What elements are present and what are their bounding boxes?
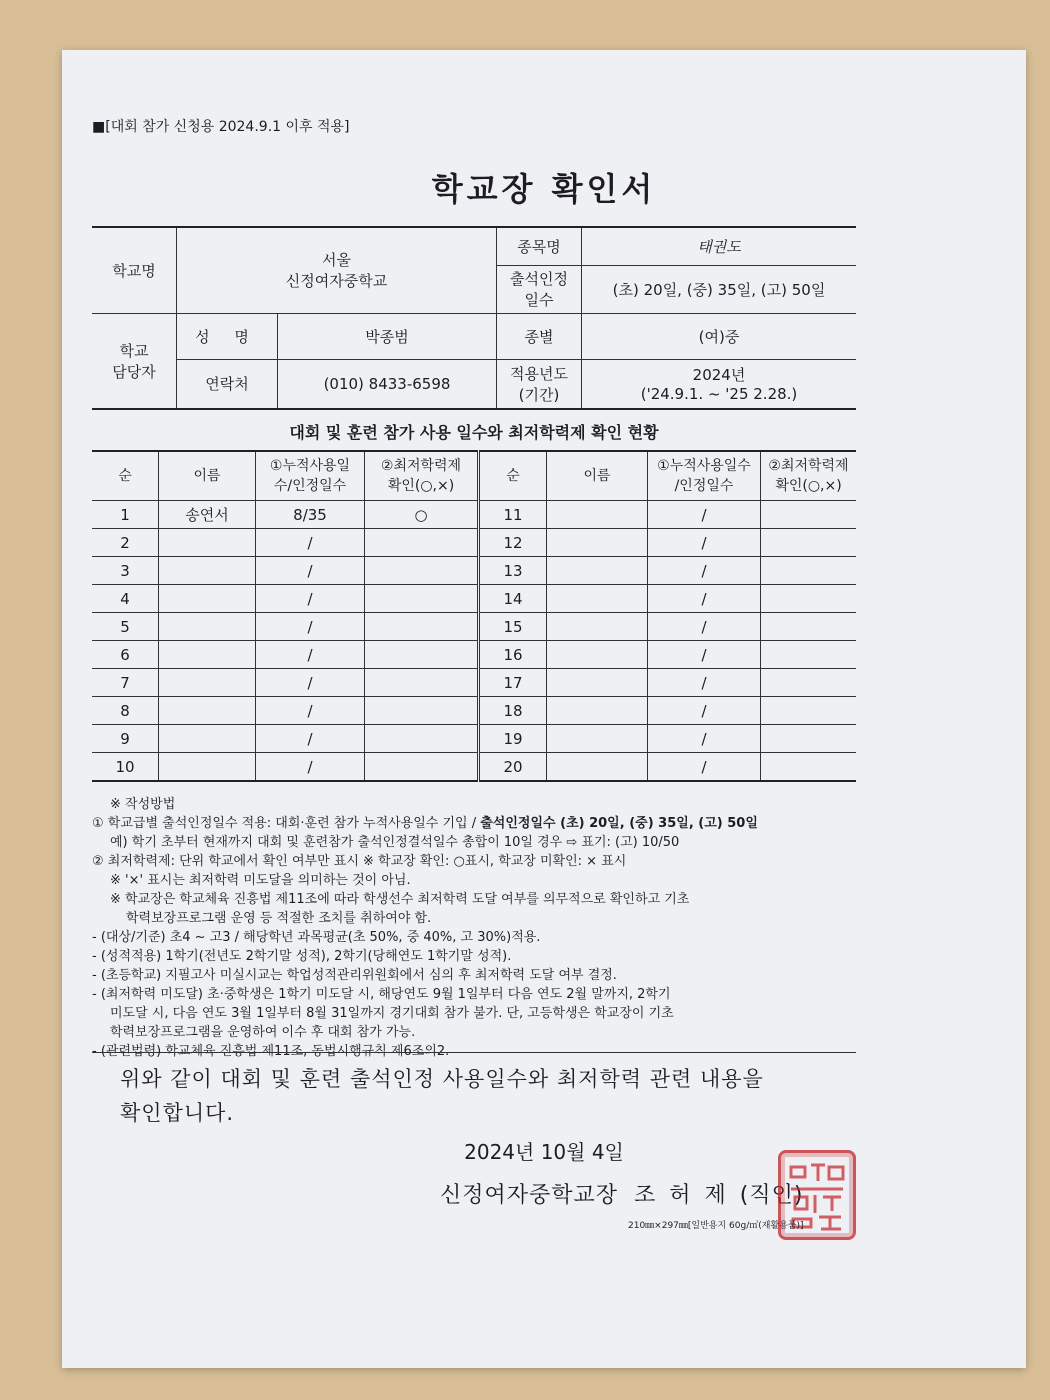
days-used: / — [256, 613, 365, 641]
student-name — [547, 557, 648, 585]
attend-days-label — [497, 265, 582, 313]
signer-title: 신정여자중학교장 — [440, 1183, 619, 1208]
issue-date: 2024년 10월 4일 — [464, 1140, 624, 1164]
note-7: - (초등학교) 지필고사 미실시교는 학업성적관리위원회에서 심의 후 최저학력 도달 여부 결정. — [92, 968, 617, 983]
row-number: 14 — [479, 585, 547, 613]
academic-check — [365, 753, 479, 782]
note-4: ※ 학교장은 학교체육 진흥법 제11조에 따라 학생선수 최저학력 도달 여부를 의무적으로 확인하고 기초 — [110, 892, 690, 907]
person-name-value: 박종범 — [278, 313, 497, 359]
academic-check — [761, 585, 857, 613]
type-label: 종별 — [497, 313, 582, 359]
attend-days-value: (초) 20일, (중) 35일, (고) 50일 — [582, 265, 857, 313]
days-used: / — [256, 697, 365, 725]
divider-line — [92, 1052, 856, 1053]
student-name — [159, 669, 256, 697]
days-used: / — [648, 613, 761, 641]
days-used: / — [256, 585, 365, 613]
student-name — [159, 585, 256, 613]
note-8: - (최저학력 미도달) 초·중학생은 1학기 미도달 시, 해당연도 9월 1일부터 다음 연도 2월 말까지, 2학기 — [92, 987, 671, 1002]
header-academic-right — [761, 451, 857, 501]
roster-row — [92, 753, 856, 782]
academic-check — [365, 613, 479, 641]
year-value-2: ('24.9.1. ~ '25 2.28.) — [640, 385, 798, 404]
note-1 — [92, 814, 856, 833]
student-name — [159, 725, 256, 753]
header-days-right — [648, 451, 761, 501]
manager-label-2: 담당자 — [112, 362, 156, 381]
school-name-text: 신정여자중학교 — [285, 272, 388, 291]
year-value — [582, 359, 857, 409]
confirm-line-2: 확인합니다. — [120, 1101, 235, 1125]
academic-check — [365, 585, 479, 613]
days-used: / — [256, 557, 365, 585]
days-used: / — [648, 669, 761, 697]
header-acad-r1: ②최저학력제 — [768, 458, 849, 474]
manager-label-1: 학교 — [119, 341, 149, 360]
row-number: 15 — [479, 613, 547, 641]
roster-row — [92, 529, 856, 557]
row-number: 17 — [479, 669, 547, 697]
year-label-1: 적용년도 — [510, 364, 568, 383]
row-number: 6 — [92, 641, 159, 669]
note-8c: 학력보장프로그램을 운영하여 이수 후 대회 참가 가능. — [110, 1025, 416, 1040]
row-number: 2 — [92, 529, 159, 557]
student-name — [159, 753, 256, 782]
days-used: / — [648, 529, 761, 557]
note-8b: 미도달 시, 다음 연도 3월 1일부터 8월 31일까지 경기대회 참가 불가. 단, 고등학생은 학교장이 기초 — [110, 1006, 674, 1021]
academic-check — [365, 557, 479, 585]
student-name — [159, 613, 256, 641]
row-number: 10 — [92, 753, 159, 782]
row-number: 12 — [479, 529, 547, 557]
roster-header-row — [92, 451, 856, 501]
roster-row — [92, 613, 856, 641]
row-number: 4 — [92, 585, 159, 613]
roster-row — [92, 557, 856, 585]
header-days-r2: /인정일수 — [674, 478, 734, 494]
days-used: / — [648, 557, 761, 585]
academic-check — [761, 725, 857, 753]
note-6: - (성적적용) 1학기(전년도 2학기말 성적), 2학기(당해연도 1학기말 성적). — [92, 949, 512, 964]
school-label: 학교명 — [92, 227, 177, 313]
seal-note: (직인) — [739, 1183, 804, 1208]
note-4b: 학력보장프로그램 운영 등 적절한 조치를 취하여야 함. — [126, 911, 432, 926]
student-name — [547, 585, 648, 613]
roster-row — [92, 641, 856, 669]
student-name — [547, 669, 648, 697]
row-number: 16 — [479, 641, 547, 669]
header-acad-1: ②최저학력제 — [380, 458, 462, 474]
days-used: / — [256, 669, 365, 697]
header-days — [256, 451, 365, 501]
note-1-example: 예) 학기 초부터 현재까지 대회 및 훈련참가 출석인정결석일수 총합이 10일 경우 ⇨ 표기: (고) 10/50 — [110, 835, 680, 850]
note-9: - (관련법령) 학교체육 진흥법 제11조, 동법시행규칙 제6조의2. — [92, 1044, 450, 1059]
note-5: - (대상/기준) 초4 ~ 고3 / 해당학년 과목평균(초 50%, 중 40%, 고 30%)적용. — [92, 930, 541, 945]
row-number: 20 — [479, 753, 547, 782]
days-used: / — [256, 529, 365, 557]
row-number: 9 — [92, 725, 159, 753]
row-number: 18 — [479, 697, 547, 725]
row-number: 1 — [92, 501, 159, 529]
academic-check — [365, 669, 479, 697]
header-acad-2: 확인(○,×) — [387, 478, 455, 494]
type-value: (여)중 — [582, 313, 857, 359]
header-days-r1: ①누적사용일수 — [657, 458, 751, 474]
academic-check — [761, 697, 857, 725]
year-value-1: 2024년 — [692, 366, 746, 385]
note-1-text: ① 학교급별 출석인정일수 적용: 대회·훈련 참가 누적사용일수 기입 / — [92, 816, 481, 831]
header-days-1: ①누적사용일 — [269, 458, 351, 474]
header-seq-right: 순 — [479, 451, 547, 501]
sport-label: 종목명 — [497, 227, 582, 265]
school-info-table — [92, 226, 856, 410]
paper-spec: 210㎜×297㎜[일반용지 60g/㎡(재활용품)] — [628, 1221, 804, 1231]
year-label-2: (기간) — [518, 385, 560, 404]
roster-subtitle: 대회 및 훈련 참가 사용 일수와 최저학력제 확인 현황 — [289, 423, 659, 442]
academic-check — [365, 725, 479, 753]
roster-row — [92, 501, 856, 529]
student-name — [159, 641, 256, 669]
academic-check — [761, 753, 857, 782]
header-name-right: 이름 — [547, 451, 648, 501]
academic-check — [761, 557, 857, 585]
contact-label: 연락처 — [177, 359, 278, 409]
header-academic — [365, 451, 479, 501]
student-name: 송연서 — [159, 501, 256, 529]
days-used: / — [648, 641, 761, 669]
header-acad-r2: 확인(○,×) — [775, 478, 842, 494]
row-number: 13 — [479, 557, 547, 585]
days-used: / — [648, 725, 761, 753]
notes-heading: ※ 작성방법 — [110, 797, 176, 812]
roster-row — [92, 725, 856, 753]
row-number: 11 — [479, 501, 547, 529]
days-used: / — [648, 585, 761, 613]
academic-check — [761, 529, 857, 557]
person-name-label: 성 명 — [177, 313, 278, 359]
academic-check — [761, 613, 857, 641]
student-name — [159, 697, 256, 725]
academic-check — [761, 501, 857, 529]
document-title: 학교장 확인서 — [431, 170, 657, 208]
signature-line — [440, 1178, 803, 1209]
days-used: / — [648, 697, 761, 725]
note-2: ② 최저학력제: 단위 학교에서 확인 여부만 표시 ※ 학교장 확인: ○표시, 학교장 미확인: × 표시 — [92, 854, 627, 869]
student-name — [547, 725, 648, 753]
contact-value: (010) 8433-6598 — [278, 359, 497, 409]
sport-value: 태권도 — [582, 227, 857, 265]
academic-check: ○ — [365, 501, 479, 529]
student-name — [159, 557, 256, 585]
school-name — [177, 227, 497, 313]
roster-table — [92, 450, 856, 782]
days-used: / — [648, 501, 761, 529]
student-name — [547, 697, 648, 725]
instructions — [92, 795, 856, 1061]
row-number: 3 — [92, 557, 159, 585]
school-city: 서울 — [322, 251, 351, 270]
header-name: 이름 — [159, 451, 256, 501]
student-name — [547, 641, 648, 669]
roster-row — [92, 585, 856, 613]
form-usage-tag: ■[대회 참가 신청용 2024.9.1 이후 적용] — [92, 119, 350, 135]
confirmation-statement — [120, 1062, 764, 1130]
student-name — [547, 501, 648, 529]
student-name — [547, 613, 648, 641]
note-3: ※ '×' 표시는 최저학력 미도달을 의미하는 것이 아님. — [110, 873, 411, 888]
days-used: 8/35 — [256, 501, 365, 529]
academic-check — [365, 641, 479, 669]
manager-label — [92, 313, 177, 409]
header-seq: 순 — [92, 451, 159, 501]
row-number: 5 — [92, 613, 159, 641]
days-used: / — [256, 725, 365, 753]
roster-row — [92, 697, 856, 725]
student-name — [547, 529, 648, 557]
attend-label-1: 출석인정 — [510, 270, 568, 288]
academic-check — [365, 529, 479, 557]
academic-check — [365, 697, 479, 725]
academic-check — [761, 669, 857, 697]
student-name — [159, 529, 256, 557]
row-number: 19 — [479, 725, 547, 753]
student-name — [547, 753, 648, 782]
row-number: 7 — [92, 669, 159, 697]
row-number: 8 — [92, 697, 159, 725]
attend-label-2: 일수 — [524, 291, 554, 309]
note-1-bold: 출석인정일수 (초) 20일, (중) 35일, (고) 50일 — [480, 816, 758, 831]
days-used: / — [256, 641, 365, 669]
year-label — [497, 359, 582, 409]
academic-check — [761, 641, 857, 669]
header-days-2: 수/인정일수 — [273, 478, 347, 494]
days-used: / — [648, 753, 761, 782]
days-used: / — [256, 753, 365, 782]
roster-row — [92, 669, 856, 697]
principal-name: 조허제 — [634, 1183, 740, 1208]
confirm-line-1: 위와 같이 대회 및 훈련 출석인정 사용일수와 최저학력 관련 내용을 — [120, 1067, 764, 1091]
